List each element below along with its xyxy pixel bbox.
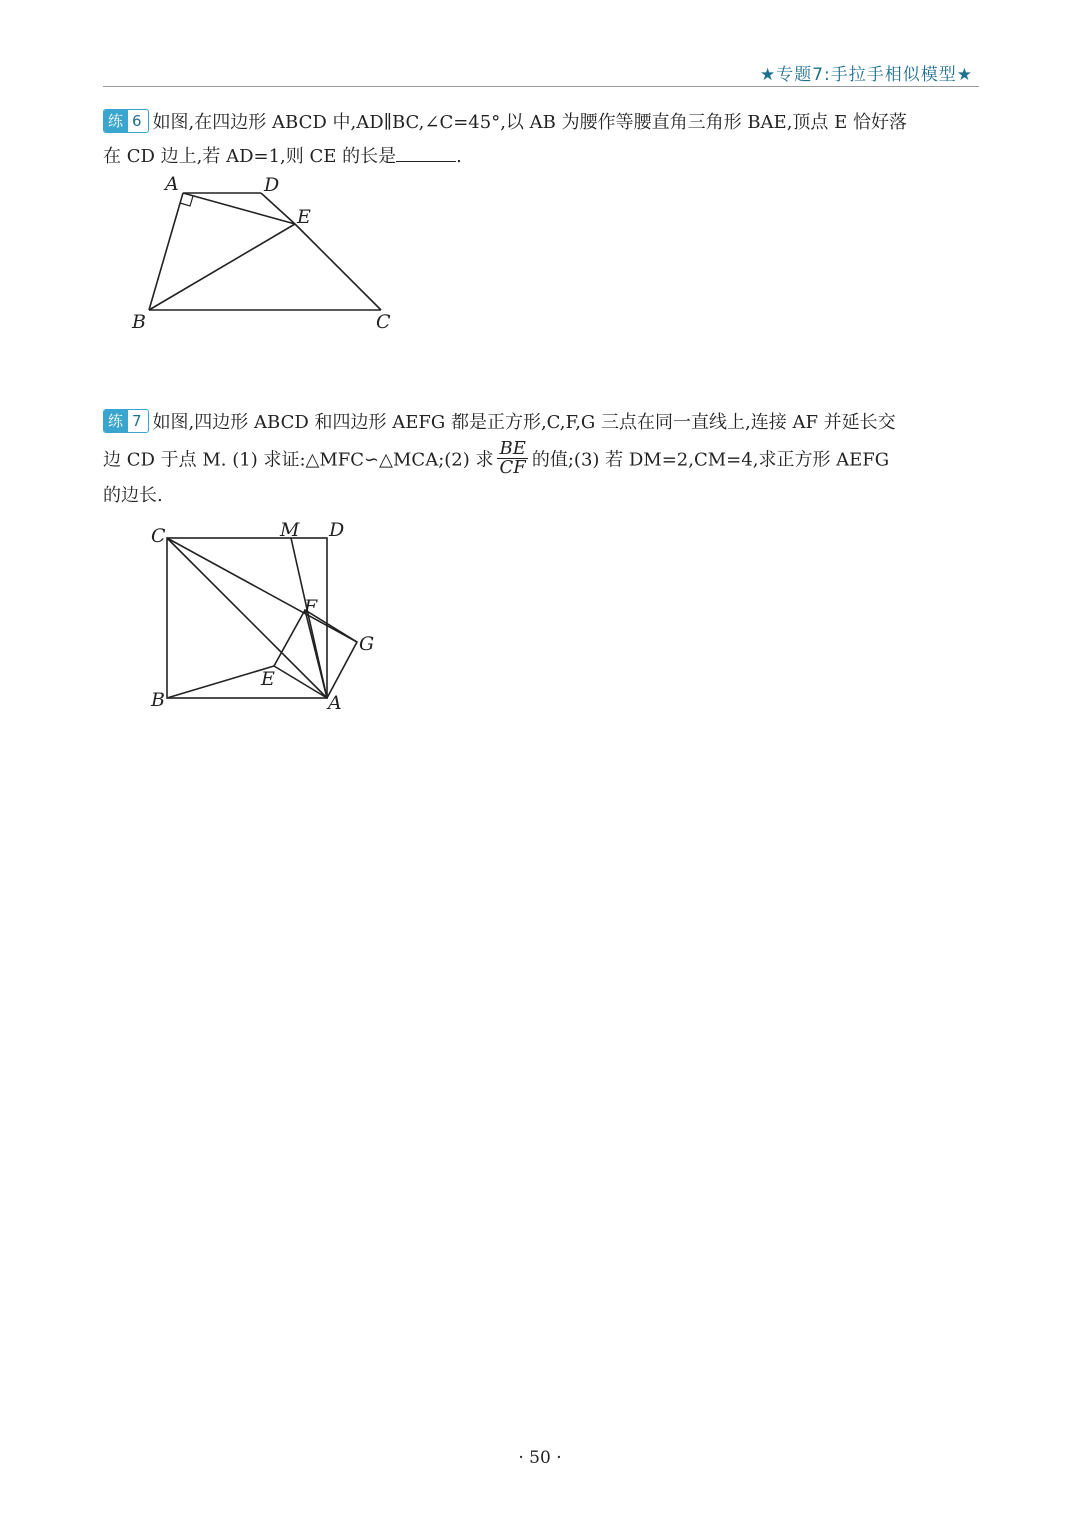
page-header: [103, 58, 979, 87]
problem-6-figure: [125, 170, 415, 340]
problem-6-badge: 练 6: [103, 109, 149, 133]
problem-7-text-2: 边 CD 于点 M. (1) 求证:△MFC∽△MCA;(2) 求: [103, 449, 494, 471]
label-C: C: [376, 311, 391, 333]
chapter-title: ★专题7:手拉手相似模型★: [759, 65, 973, 85]
label-E: E: [297, 206, 311, 228]
problem-7-text-4: 的边长.: [103, 485, 163, 506]
label-G: G: [359, 633, 375, 655]
problem-6-text-2: 在 CD 边上,若 AD=1,则 CE 的长是: [103, 146, 397, 167]
problem-7-text-3: 的值;(3) 若 DM=2,CM=4,求正方形 AEFG: [531, 449, 890, 471]
label-M: M: [280, 519, 300, 541]
label-E: E: [261, 668, 275, 690]
label-A: A: [328, 692, 342, 714]
problem-6-line-1: [103, 106, 983, 140]
problem-7: [103, 406, 983, 513]
label-B: B: [132, 311, 146, 333]
problem-7-line-3: [103, 479, 983, 513]
answer-blank[interactable]: [396, 143, 456, 162]
label-A: A: [165, 173, 179, 195]
problem-6-period: .: [456, 146, 462, 167]
problem-7-line-1: [103, 406, 983, 440]
page-number: · 50 ·: [518, 1448, 562, 1468]
problem-7-line-2: [103, 438, 983, 479]
label-C: C: [151, 525, 166, 547]
fraction-be-cf: $\frac{BE}{CF}$: [499, 438, 526, 478]
problem-6-text-1: 如图,在四边形 ABCD 中,AD∥BC,∠C=45°,以 AB 为腰作等腰直角三角形 BAE,顶点 E 恰好落: [152, 112, 907, 133]
problem-6: [103, 106, 983, 174]
problem-7-figure: [145, 518, 385, 718]
label-F: F: [304, 596, 318, 618]
label-D: D: [264, 174, 280, 196]
label-B: B: [151, 689, 165, 711]
problem-7-badge: 练 7: [103, 409, 149, 433]
problem-7-text-1: 如图,四边形 ABCD 和四边形 AEFG 都是正方形,C,F,G 三点在同一直线上,连接 AF 并延长交: [152, 412, 896, 433]
problem-6-line-2: [103, 140, 983, 174]
label-D: D: [329, 519, 345, 541]
